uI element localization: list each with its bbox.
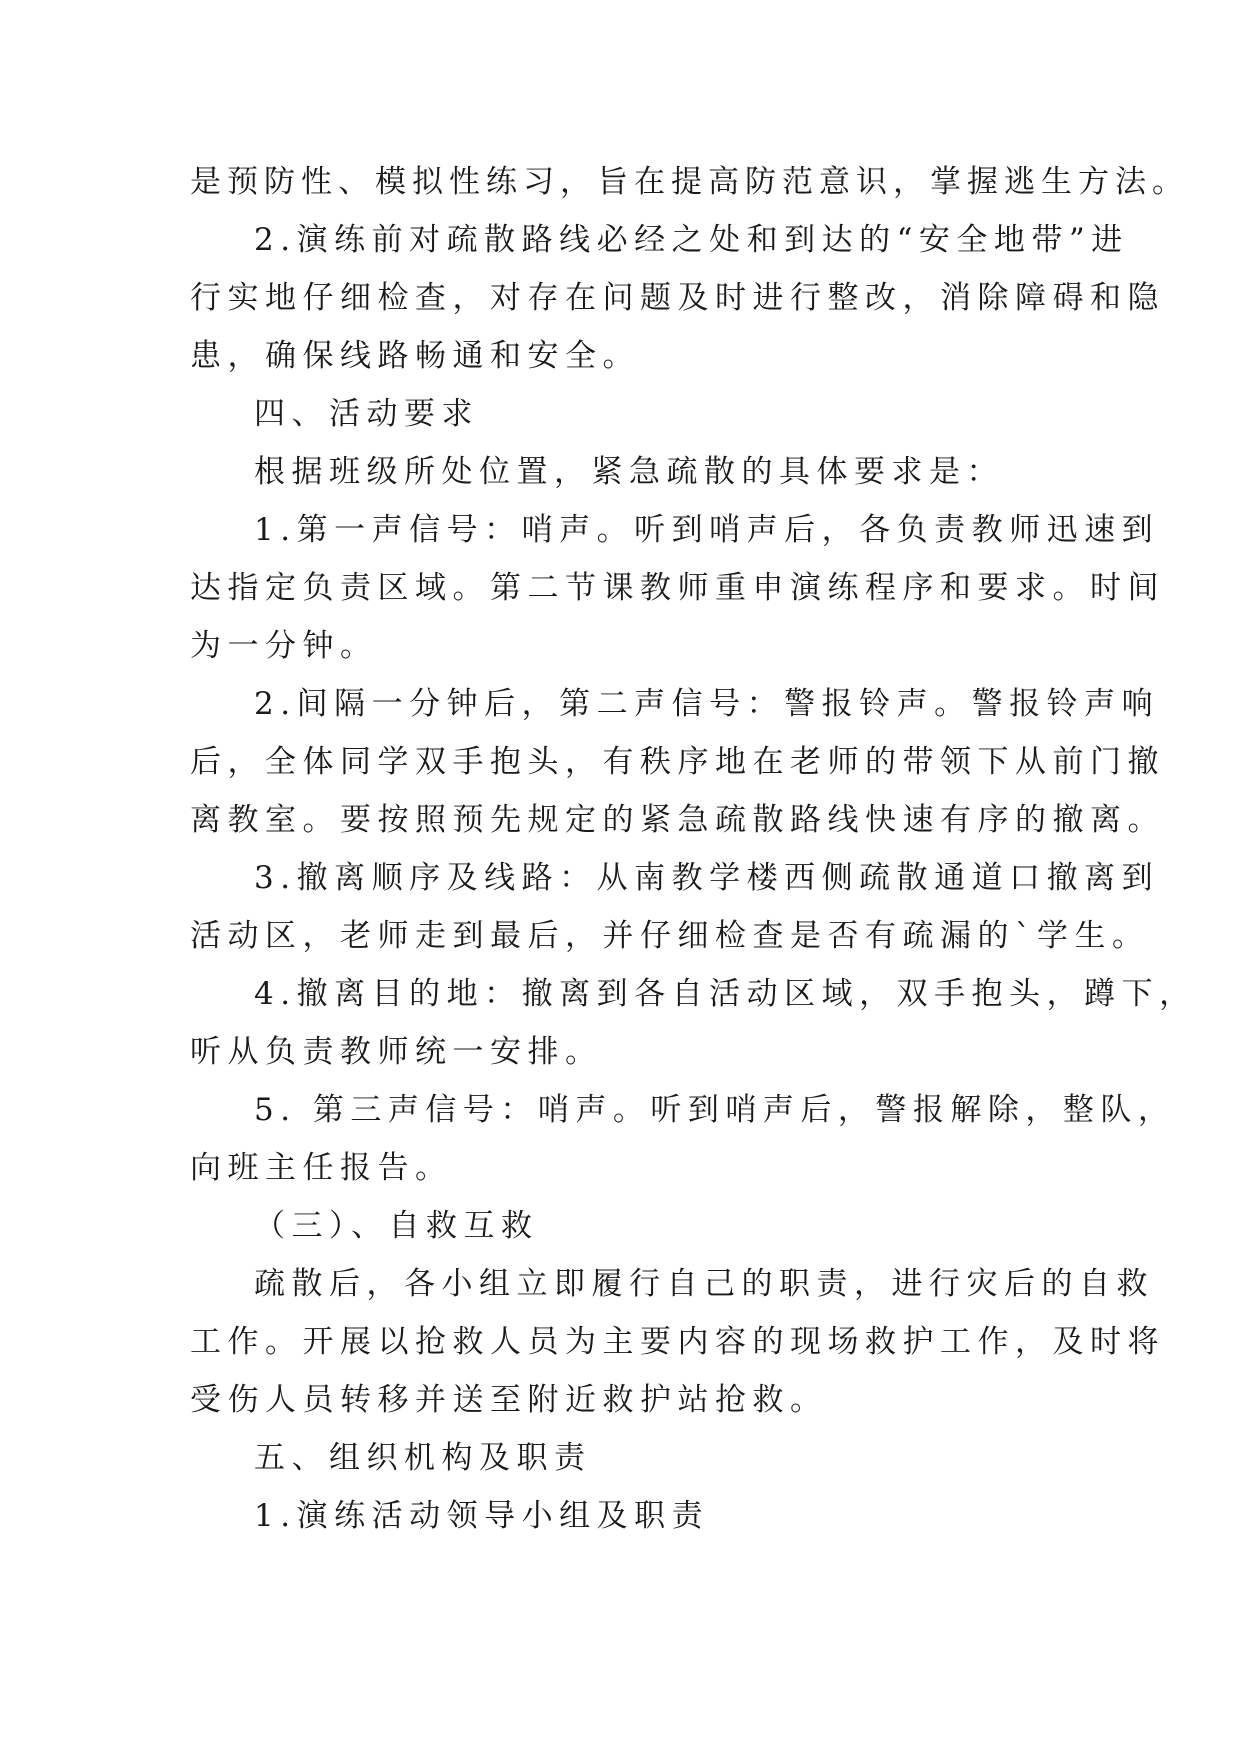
section-heading: （三）、自救互救 [254,1208,539,1244]
text-line: 工作。开展以抢救人员为主要内容的现场救护工作，及时将 [190,1324,1165,1360]
text-line: 是预防性、模拟性练习，旨在提高防范意识，掌握逃生方法。 [190,164,1189,200]
text-line: 为一分钟。 [190,628,378,664]
text-line: 患，确保线路畅通和安全。 [190,338,640,374]
text-line: 后，全体同学双手抱头，有秩序地在老师的带领下从前门撤 [190,744,1165,780]
text-line: 受伤人员转移并送至附近救护站抢救。 [190,1382,828,1418]
text-line: 1.第一声信号：哨声。听到哨声后，各负责教师迅速到 [254,512,1160,548]
section-heading: 四、活动要求 [254,396,479,432]
section-heading: 五、组织机构及职责 [254,1440,592,1476]
text-line: 疏散后，各小组立即履行自己的职责，进行灾后的自救 [254,1266,1154,1302]
text-line: 2.演练前对疏散路线必经之处和到达的“安全地带”进 [254,222,1129,258]
text-line: 5. 第三声信号：哨声。听到哨声后，警报解除，整队， [254,1092,1176,1128]
text-line: 活动区，老师走到最后，并仔细检查是否有疏漏的`学生。 [190,918,1150,954]
text-line: 1.演练活动领导小组及职责 [254,1498,710,1534]
text-line: 根据班级所处位置，紧急疏散的具体要求是： [254,454,1004,490]
text-line: 2.间隔一分钟后，第二声信号：警报铃声。警报铃声响 [254,686,1160,722]
text-line: 向班主任报告。 [190,1150,453,1186]
text-line: 听从负责教师统一安排。 [190,1034,603,1070]
text-line: 达指定负责区域。第二节课教师重申演练程序和要求。时间 [190,570,1165,606]
text-line: 行实地仔细检查，对存在问题及时进行整改，消除障碍和隐 [190,280,1165,316]
text-line: 4.撤离目的地：撤离到各自活动区域，双手抱头，蹲下， [254,976,1197,1012]
text-line: 离教室。要按照预先规定的紧急疏散路线快速有序的撤离。 [190,802,1165,838]
text-line: 3.撤离顺序及线路：从南教学楼西侧疏散通道口撤离到 [254,860,1160,896]
